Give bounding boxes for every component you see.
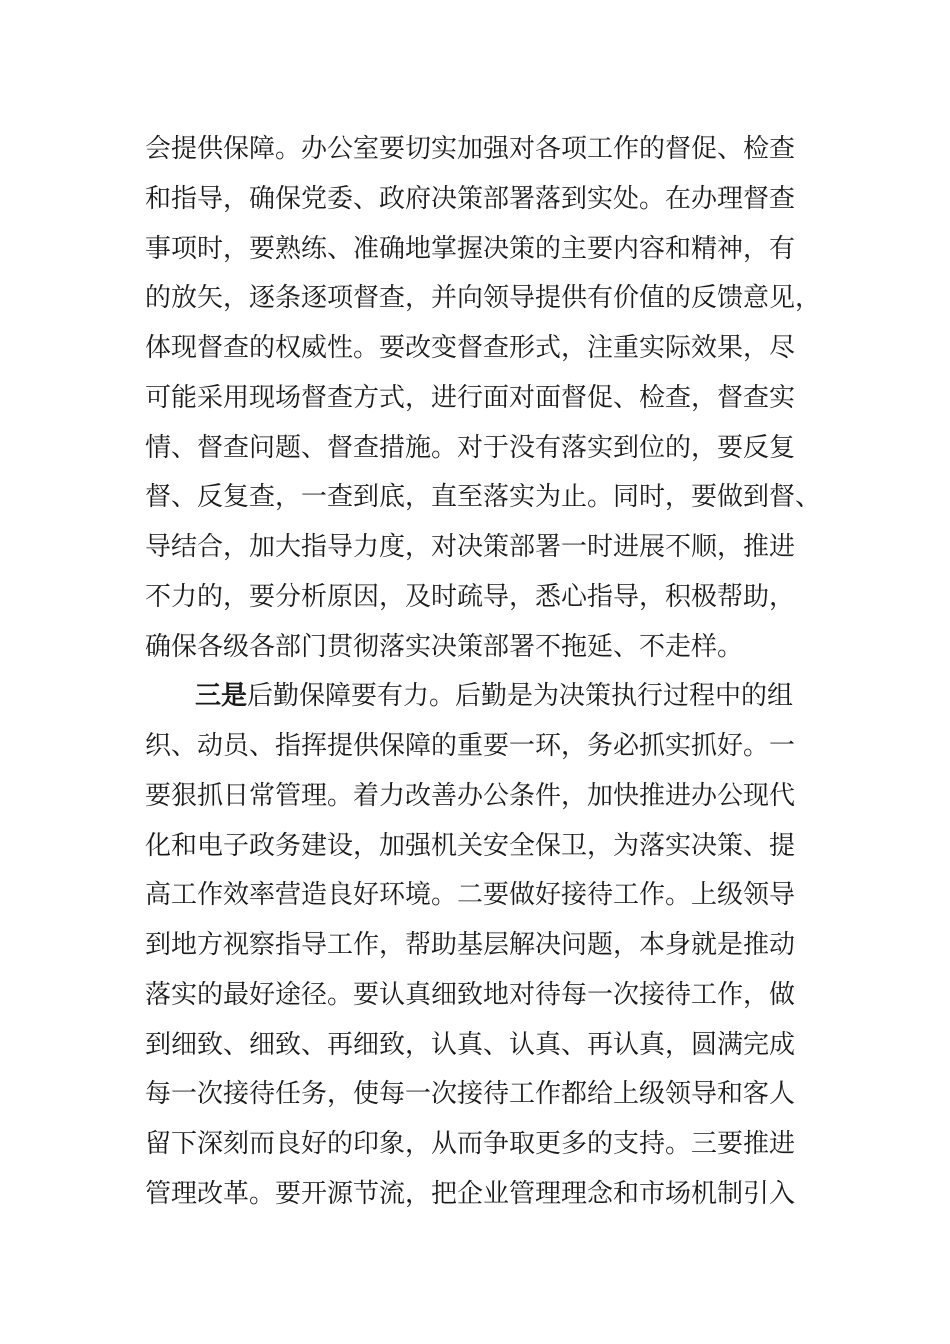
text-line: 落实的最好途径。要认真细致地对待每一次接待工作，做	[145, 979, 796, 1010]
paragraph-logistics	[145, 672, 805, 1219]
body-text	[145, 125, 822, 1220]
section-lead-bold: 三是	[195, 681, 248, 712]
text-line: 要狠抓日常管理。着力改善办公条件，加快推进办公现代	[145, 780, 796, 811]
text-line: 可能采用现场督查方式，进行面对面督促、检查，督查实	[145, 382, 796, 413]
paragraph-supervision	[145, 125, 822, 672]
text-line: 督、反复查，一查到底，直至落实为止。同时，要做到督、	[145, 482, 822, 513]
text-line: 的放矢，逐条逐项督查，并向领导提供有价值的反馈意见，	[145, 283, 822, 314]
text-line: 到地方视察指导工作，帮助基层解决问题，本身就是推动	[145, 930, 796, 960]
text-line: 化和电子政务建设，加强机关安全保卫，为落实决策、提	[145, 830, 796, 861]
text-line: 留下深刻而良好的印象，从而争取更多的支持。三要推进	[145, 1129, 796, 1159]
text-line: 确保各级各部门贯彻落实决策部署不拖延、不走样。	[145, 631, 744, 662]
text-line: 和指导，确保党委、政府决策部署落到实处。在办理督查	[145, 183, 796, 214]
text-line: 导结合，加大指导力度，对决策部署一时进展不顺，推进	[145, 532, 796, 562]
text-line: 织、动员、指挥提供保障的重要一环，务必抓实抓好。一	[145, 731, 796, 761]
first-line-text: 后勤保障要有力。后勤是为决策执行过程中的组	[247, 681, 794, 712]
text-line: 到细致、细致、再细致，认真、认真、再认真，圆满完成	[145, 1029, 796, 1060]
text-line: 体现督查的权威性。要改变督查形式，注重实际效果，尽	[145, 333, 796, 363]
paragraph-first-line	[145, 672, 805, 722]
text-line: 不力的，要分析原因，及时疏导，悉心指导，积极帮助，	[145, 581, 796, 612]
text-line: 高工作效率营造良好环境。二要做好接待工作。上级领导	[145, 880, 796, 911]
text-line: 管理改革。要开源节流，把企业管理理念和市场机制引入	[145, 1178, 796, 1209]
text-line: 每一次接待任务，使每一次接待工作都给上级领导和客人	[145, 1079, 796, 1110]
text-line: 情、督查问题、督查措施。对于没有落实到位的，要反复	[145, 432, 796, 463]
text-line: 会提供保障。办公室要切实加强对各项工作的督促、检查	[145, 134, 796, 164]
text-line: 事项时，要熟练、准确地掌握决策的主要内容和精神，有	[145, 233, 796, 264]
